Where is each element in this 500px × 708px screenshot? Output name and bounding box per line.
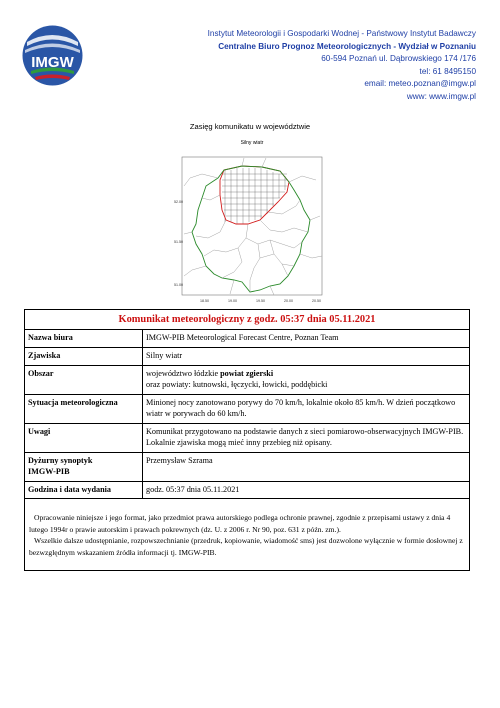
row-value: IMGW-PIB Meteorological Forecast Centre, Poznan Team bbox=[143, 330, 470, 348]
row-value bbox=[143, 366, 470, 395]
table-row bbox=[25, 453, 470, 482]
map-title: Zasięg komunikatu w województwie bbox=[189, 122, 311, 131]
map-axis-y-label: 51.00 bbox=[174, 283, 183, 287]
phone: tel: 61 8495150 bbox=[419, 66, 476, 76]
map-axis-y-label: 52.00 bbox=[174, 200, 183, 204]
distribution-paragraph: Wszelkie dalsze udostępnianie, rozpowszechnianie (przedruk, kopiowanie, wiadomość sms) jest dozwolone wyłącznie w formie dosłownej z bezwzględnym wskazaniem źródła informacji tj. IMGW-PIB. bbox=[29, 536, 463, 557]
table-row bbox=[25, 348, 470, 366]
institute-name: Instytut Meteorologii i Gospodarki Wodnej - Państwowy Instytut Badawczy bbox=[207, 29, 476, 38]
bulletin-title: Komunikat meteorologiczny z godz. 05:37 dnia 05.11.2021 bbox=[118, 314, 376, 325]
area-counties: oraz powiaty: kutnowski, łęczycki, łowicki, poddębicki bbox=[146, 380, 328, 389]
table-row bbox=[25, 482, 470, 499]
warning-map bbox=[162, 140, 342, 310]
map-axis-x-label: 18.50 bbox=[200, 299, 209, 303]
duty-label-line1: Dyżurny synoptyk bbox=[28, 456, 93, 465]
row-value: Przemysław Szrama bbox=[143, 453, 470, 482]
email: email: meteo.poznan@imgw.pl bbox=[364, 79, 476, 89]
table-row bbox=[25, 366, 470, 395]
row-label: Nazwa biura bbox=[25, 330, 143, 348]
row-label bbox=[25, 453, 143, 482]
logo-text: IMGW bbox=[31, 54, 74, 71]
map-axis-x-label: 19.50 bbox=[256, 299, 265, 303]
area-prefix: województwo łódzkie bbox=[146, 369, 221, 378]
row-label: Zjawiska bbox=[25, 348, 143, 366]
address: 60-594 Poznań ul. Dąbrowskiego 174 /176 bbox=[321, 54, 476, 64]
row-value: Minionej nocy zanotowano porywy do 70 km/h, lokalnie około 85 km/h. W dzień początkowo wiatr w porywach do 60 km/h. bbox=[143, 395, 470, 424]
table-row bbox=[25, 395, 470, 424]
map-axis-x-label: 19.00 bbox=[228, 299, 237, 303]
copyright-note bbox=[29, 512, 467, 558]
map-caption: Silny wiatr bbox=[240, 140, 264, 146]
website: www: www.imgw.pl bbox=[406, 91, 476, 101]
table-row bbox=[25, 424, 470, 453]
area-county: powiat zgierski bbox=[220, 369, 274, 378]
office-name: Centralne Biuro Prognoz Meteorologicznych - Wydział w Poznaniu bbox=[218, 41, 476, 51]
bulletin-table bbox=[24, 329, 470, 499]
table-row bbox=[25, 330, 470, 348]
map-axis-x-label: 20.00 bbox=[284, 299, 293, 303]
duty-label-line2: IMGW-PIB bbox=[28, 467, 70, 476]
imgw-logo bbox=[21, 24, 84, 87]
row-label: Uwagi bbox=[25, 424, 143, 453]
institute-header bbox=[146, 28, 476, 104]
row-label: Godzina i data wydania bbox=[25, 482, 143, 499]
map-axis-y-label: 51.50 bbox=[174, 240, 183, 244]
row-value: godz. 05:37 dnia 05.11.2021 bbox=[143, 482, 470, 499]
row-label: Obszar bbox=[25, 366, 143, 395]
map-svg bbox=[162, 140, 342, 310]
row-value: Komunikat przygotowano na podstawie danych z sieci pomiarowo-obserwacyjnych IMGW-PIB. Lokalnie zjawiska mogą mieć inny przebieg niż opisany. bbox=[143, 424, 470, 453]
copyright-paragraph: Opracowanie niniejsze i jego format, jako przedmiot prawa autorskiego podlega ochronie prawnej, zgodnie z przepisami ustawy z dnia 4 lutego 1994r o prawie autorskim i prawach pokrewnych (dz. U. z 2006 r. Nr 90, poz. 631 z późn. zm.). bbox=[29, 513, 451, 534]
row-label: Sytuacja meteorologiczna bbox=[25, 395, 143, 424]
row-value: Silny wiatr bbox=[143, 348, 470, 366]
map-axis-x-label: 20.50 bbox=[312, 299, 321, 303]
